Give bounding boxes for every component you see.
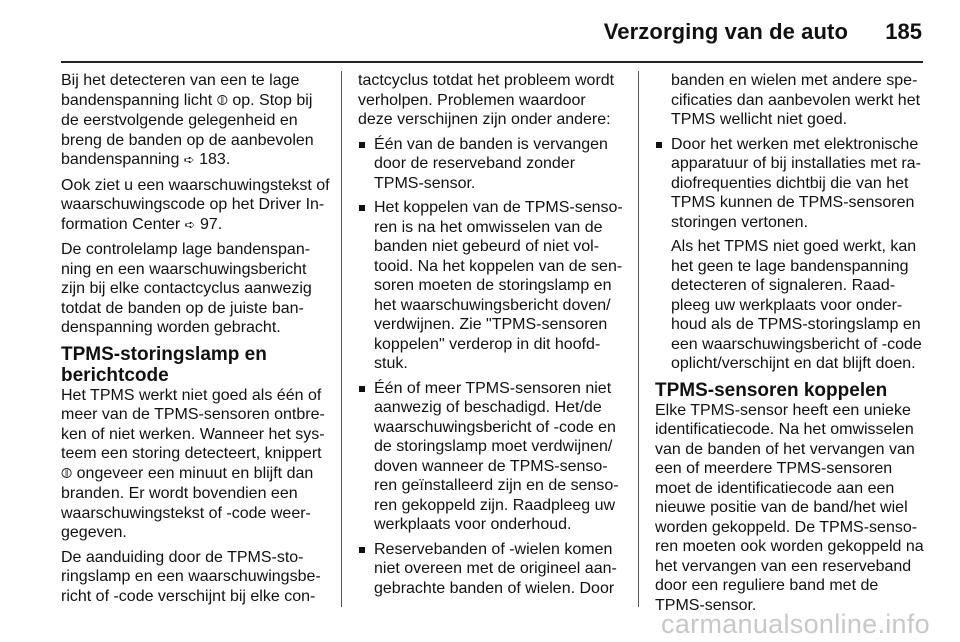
page-reference-arrow-icon: ➪: [184, 217, 196, 233]
text-line: cificaties dan aanbevolen werkt het: [671, 91, 921, 109]
paragraph: [61, 386, 327, 543]
paragraph: [358, 71, 624, 130]
text-line: het vervangen van een reserveband: [655, 557, 912, 575]
text-line: een of meerdere TPMS-sensoren: [655, 460, 893, 477]
text-line: van de banden of het vervangen van: [655, 440, 915, 458]
text-line: een waarschuwingsbericht of -code: [671, 335, 922, 353]
tpms-warning-icon: ⦷: [61, 465, 73, 482]
bullet-item: Door het werken met elektronische apparatuur of bij installaties met ra- diofrequenties dichtbij die van het TPMS kunnen de TPMS-sensoren storingen vertonen.: [655, 135, 923, 233]
page-header: [0, 0, 960, 64]
text-line: moet de identificatiecode aan een: [655, 479, 895, 497]
section-heading: TPMS-storingslamp en berichtcode: [61, 343, 267, 386]
paragraph: [655, 71, 923, 130]
paragraph: [61, 548, 327, 607]
bullet-item: Reservebanden of -wielen komen niet overeen met de origineel aan- gebrachte banden of wielen. Door: [358, 540, 624, 599]
page-number: 185: [885, 19, 922, 44]
tpms-warning-icon: ⦷: [216, 92, 228, 109]
text-line: houd als de TPMS-storingslamp en: [671, 316, 921, 333]
text-line: ringslamp en een waarschuwingsbe-: [61, 568, 321, 585]
text-line: denspanning worden gebracht.: [61, 319, 281, 336]
text-line: verholpen. Problemen waardoor: [358, 91, 586, 109]
text-line: oplicht/verschijnt en dat blijft doen.: [671, 355, 916, 372]
column-right: [655, 71, 923, 620]
text-line: totdat de banden op de juiste ban-: [61, 299, 304, 317]
text-line: tactcyclus totdat het probleem wordt: [358, 72, 615, 89]
text-line: nieuwe positie van de band/het wiel: [655, 499, 908, 516]
text-line: branden. Er wordt bovendien een: [61, 485, 298, 502]
bullet-item: Het koppelen van de TPMS-senso- ren is na het omwisselen van de banden niet gebeurd of niet vol- tooid. Na het koppelen van de sen- soren moeten de storingslamp en het waarschuwingsbericht doven/ verdwijnen. Zie "TPMS-sensoren koppelen" verderop in dit hoofd- stuk.: [358, 198, 624, 374]
text-line: De controlelamp lage bandenspan-: [61, 241, 311, 258]
text-line: Bij het detecteren van een te lage: [61, 72, 300, 89]
text-line: Elke TPMS-sensor heeft een unieke: [655, 401, 911, 419]
bullet-item: Één of meer TPMS-sensoren niet aanwezig of beschadigd. Het/de waarschuwingsbericht of -code en de storingslamp moet verdwijnen/ doven wanneer de TPMS-senso- ren geïnstalleerd zijn en de senso- ren gekoppeld zijn. Raadpleeg uw werkplaats voor onderhoud.: [358, 379, 624, 535]
text-line: zijn bij elke contactcyclus aanwezig: [61, 280, 312, 297]
text-line: banden en wielen met andere spe-: [671, 72, 918, 89]
text-line: teem een storing detecteert, knippert: [61, 445, 322, 462]
text-line: ⦷ ongeveer een minuut en blijft dan: [61, 464, 314, 482]
text-line: waarschuwingscode op het Driver In-: [61, 196, 325, 213]
text-line: detecteren of signaleren. Raad-: [671, 277, 896, 294]
text-line: ren moeten ook worden gekoppeld na: [655, 538, 924, 555]
paragraph: [655, 401, 923, 616]
text-line: deze verschijnen zijn onder andere:: [358, 111, 611, 128]
text-line: meer van de TPMS-sensoren ontbre-: [61, 406, 325, 423]
bullet-item: Één van de banden is vervangen door de reserveband zonder TPMS-sensor.: [358, 135, 624, 194]
text-line: Het TPMS werkt niet goed als één of: [61, 386, 322, 404]
text-line: ning en een waarschuwingsbericht: [61, 260, 307, 278]
text-line: door een reguliere band met de: [655, 577, 879, 594]
text-line: waarschuwingstekst of -code weer-: [61, 504, 311, 522]
text-line: ken of niet werken. Wanneer het sys-: [61, 425, 325, 443]
text-line: TPMS wellicht niet goed.: [671, 111, 848, 128]
column-left: [61, 71, 330, 611]
watermark: carmanualsonline.info: [661, 609, 930, 639]
text-line: worden gekoppeld. De TPMS-senso-: [655, 518, 918, 536]
text-line: richt of -code verschijnt bij elke con-: [61, 587, 316, 605]
text-line: pleeg uw werkplaats voor onder-: [671, 296, 903, 314]
page-reference-arrow-icon: ➪: [183, 153, 195, 168]
paragraph: [655, 237, 923, 374]
column-divider: [638, 71, 639, 607]
text-line: de eerstvolgende gelegenheid en: [61, 112, 298, 129]
section-heading: TPMS-sensoren koppelen: [655, 379, 888, 401]
text-line: gegeven.: [61, 524, 127, 541]
text-line: het geen te lage bandenspanning: [671, 257, 909, 275]
text-line: De aanduiding door de TPMS-sto-: [61, 548, 304, 566]
text-line: formation Center ➪ 97.: [61, 215, 223, 233]
header-divider: [61, 61, 923, 63]
text-line: breng de banden op de aanbevolen: [61, 131, 314, 149]
text-line: identificatiecode. Na het omwisselen: [655, 421, 914, 438]
text-line: bandenspanning ➪ 183.: [61, 151, 231, 168]
paragraph: [61, 176, 330, 236]
column-middle: [358, 71, 624, 603]
text-line: Ook ziet u een waarschuwingstekst of: [61, 176, 330, 194]
text-line: Als het TPMS niet goed werkt, kan: [671, 238, 917, 255]
column-divider: [341, 71, 342, 607]
text-line: bandenspanning licht ⦷ op. Stop bij: [61, 91, 313, 109]
paragraph: [61, 71, 327, 171]
paragraph: [61, 240, 327, 338]
page-title: Verzorging van de auto: [603, 19, 848, 44]
text-line: TPMS-sensor.: [655, 596, 757, 614]
